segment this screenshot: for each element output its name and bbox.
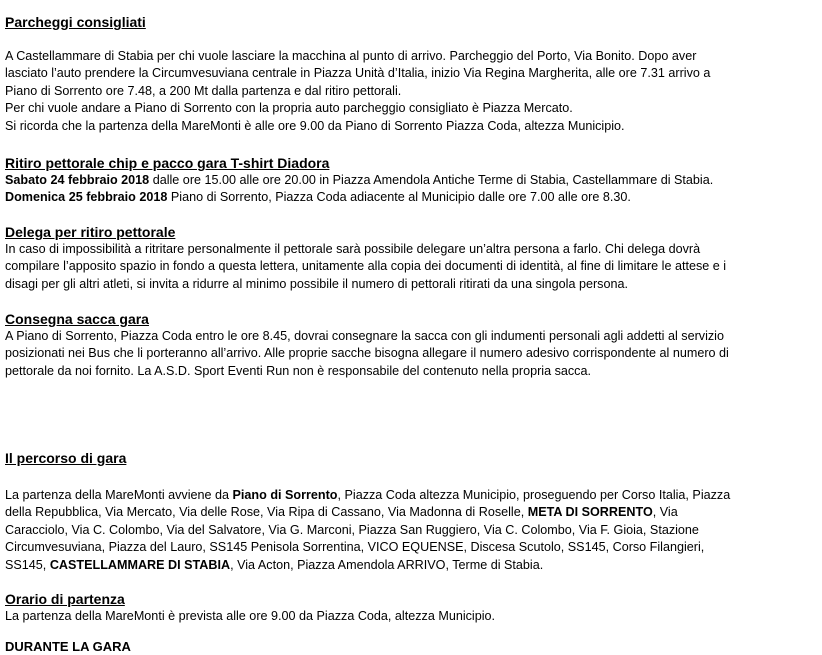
- section-parcheggi: [5, 13, 819, 135]
- text-span: , Piazza Coda altezza Municipio, proseguendo per Corso Italia, Piazza: [337, 488, 731, 502]
- paragraph-line: Piano di Sorrento ore 7.48, a 200 Mt dalla partenza e dal ritiro pettorali.: [5, 83, 402, 98]
- date-sabato: Sabato 24 febbraio 2018: [5, 173, 150, 187]
- text-span: dalle ore 15.00 alle ore 20.00 in Piazza Amendola Antiche Terme di Stabia, Castellammare di Stabia.: [149, 173, 714, 187]
- paragraph-line: [5, 487, 819, 504]
- heading-orario: Orario di partenza: [5, 591, 125, 607]
- paragraph-line: In caso di impossibilità a ritritare personalmente il pettorale sarà possibile delegare un’altra persona a farlo. Chi delega dovrà: [5, 242, 701, 256]
- section-percorso: [5, 449, 819, 574]
- paragraph-line: La partenza della MareMonti è prevista alle ore 9.00 da Piazza Coda, altezza Municipio.: [5, 609, 496, 623]
- section-ritiro: [5, 154, 819, 207]
- paragraph-line: Si ricorda che la partenza della MareMonti è alle ore 9.00 da Piano di Sorrento Piazza Coda, altezza Municipio.: [5, 118, 625, 133]
- paragraph-line: Circumvesuviana, Piazza del Lauro, SS145 Penisola Sorrentina, VICO EQUENSE, Discesa Scutolo, SS145, Corso Filangieri,: [5, 540, 705, 555]
- heading-consegna: Consegna sacca gara: [5, 311, 149, 327]
- paragraph-line: A Piano di Sorrento, Piazza Coda entro le ore 8.45, dovrai consegnare la sacca con gli indumenti personali agli addetti al servizio: [5, 329, 724, 343]
- text-span: La partenza della MareMonti avviene da: [5, 488, 233, 502]
- section-consegna: [5, 310, 819, 380]
- paragraph-line: [5, 557, 819, 574]
- paragraph-line: disagi per gli altri atleti, si invita a ridurre al minimo possibile il numero di pettorali ritirati da una singola persona.: [5, 276, 628, 291]
- section-durante: [5, 639, 819, 655]
- paragraph-line: lasciato l’auto prendere la Circumvesuviana centrale in Piazza Unità d’Italia, inizio Via Regina Margherita, alle ore 7.31 arrivo a: [5, 66, 711, 81]
- section-delega: [5, 223, 819, 293]
- paragraph-line: [5, 172, 819, 189]
- heading-parcheggi: Parcheggi consigliati: [5, 14, 146, 30]
- paragraph-line: Caracciolo, Via C. Colombo, Via del Salvatore, Via G. Marconi, Piazza San Ruggiero, Via C. Colombo, Via F. Gioia, Stazione: [5, 522, 699, 537]
- paragraph-line: A Castellammare di Stabia per chi vuole lasciare la macchina al punto di arrivo. Parcheggio del Porto, Via Bonito. Dopo aver: [5, 49, 697, 63]
- text-span: SS145,: [5, 557, 50, 572]
- text-span: Piano di Sorrento, Piazza Coda adiacente al Municipio dalle ore 7.00 alle ore 8.30.: [167, 190, 631, 205]
- text-span: , Via Acton, Piazza Amendola ARRIVO, Terme di Stabia.: [230, 557, 544, 572]
- paragraph-line: compilare l’apposito spazio in fondo a questa lettera, unitamente alla copia dei documenti di identità, al fine di limitare le attese e i: [5, 259, 727, 274]
- heading-delega: Delega per ritiro pettorale: [5, 224, 176, 240]
- date-domenica: Domenica 25 febbraio 2018: [5, 190, 168, 205]
- section-orario: [5, 590, 819, 625]
- paragraph-line: pettorale da noi fornito. La A.S.D. Sport Eventi Run non è responsabile del contenuto nella propria sacca.: [5, 363, 591, 378]
- paragraph-line: posizionati nei Bus che li porteranno all’arrivo. Alle proprie sacche bisogna allegare il numero adesivo corrispondente al numero di: [5, 346, 729, 361]
- heading-percorso: Il percorso di gara: [5, 450, 127, 466]
- heading-ritiro: Ritiro pettorale chip e pacco gara T-shirt Diadora: [5, 155, 330, 171]
- paragraph-line: [5, 504, 819, 521]
- text-span: della Repubblica, Via Mercato, Via delle Rose, Via Ripa di Cassano, Via Madonna di Roselle,: [5, 505, 528, 520]
- text-span: , Via: [652, 505, 678, 520]
- heading-durante: DURANTE LA GARA: [5, 639, 131, 654]
- place-castellammare: CASTELLAMMARE DI STABIA: [49, 557, 231, 572]
- paragraph-line: Per chi vuole andare a Piano di Sorrento con la propria auto parcheggio consigliato è Piazza Mercato.: [5, 101, 573, 116]
- place-piano: Piano di Sorrento: [232, 488, 338, 502]
- paragraph-line: [5, 189, 819, 206]
- place-meta: META DI SORRENTO: [527, 505, 653, 520]
